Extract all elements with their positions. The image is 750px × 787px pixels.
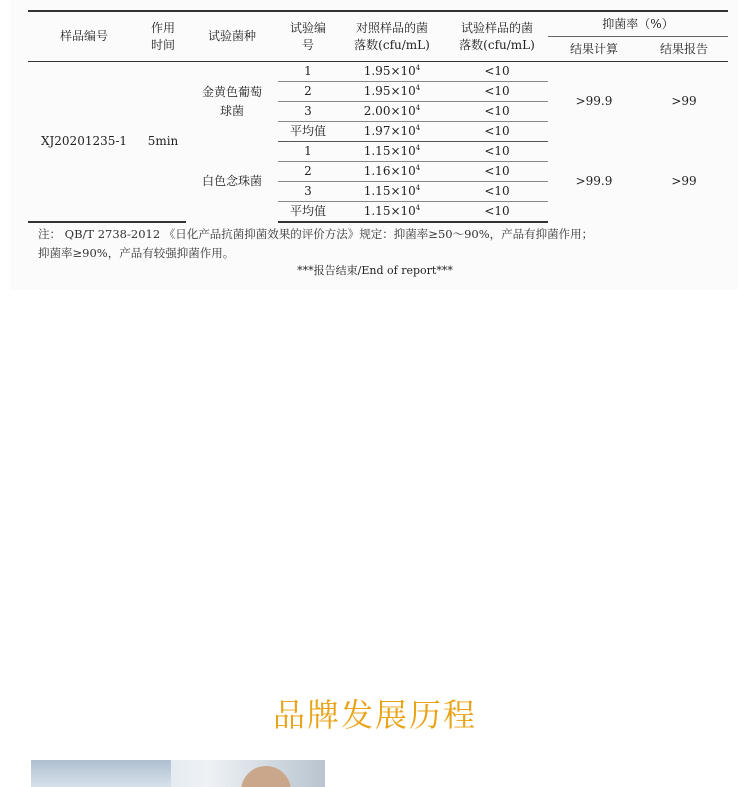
brand-history-title: 品牌发展历程 <box>272 696 477 734</box>
exponent: 4 <box>415 164 421 172</box>
header-test-no: 试验编 号 <box>289 20 326 52</box>
history-photo <box>31 760 325 787</box>
test-count-cell: <10 <box>446 142 548 162</box>
control-count-cell: $1.97\times 10^4$ <box>338 122 446 142</box>
control-count-cell: $2.00\times 10^4$ <box>338 102 446 122</box>
end-of-report: ***报告结束/End of report*** <box>297 264 453 277</box>
person-figure <box>241 766 291 787</box>
test-count-cell: <10 <box>446 182 548 202</box>
table-row <box>28 62 728 82</box>
header-calc: 结果计算 <box>548 37 640 62</box>
rate-report-cell: >99 <box>671 94 697 109</box>
control-count-cell: $1.15\times 10^4$ <box>338 202 446 223</box>
test-report <box>10 0 738 290</box>
antibacterial-results-table <box>28 10 728 223</box>
rate-calc-cell: >99.9 <box>575 94 613 109</box>
header-rate: 抑菌率（%） <box>602 17 674 31</box>
exponent: 4 <box>415 104 421 112</box>
header-action-time: 作用 时间 <box>150 20 175 52</box>
exponent: 4 <box>415 84 421 92</box>
test-count-cell: <10 <box>446 62 548 82</box>
test-count-cell: <10 <box>446 162 548 182</box>
control-count-cell: $1.95\times 10^4$ <box>338 82 446 102</box>
header-sample-no: 样品编号 <box>59 29 108 43</box>
sample-no-cell: XJ20201235-1 <box>28 62 140 223</box>
control-count-cell: $1.15\times 10^4$ <box>338 142 446 162</box>
photo-background <box>31 760 171 787</box>
test-no-cell: 2 <box>278 82 338 102</box>
header-report: 结果报告 <box>640 37 728 62</box>
exponent: 4 <box>415 184 421 192</box>
control-count-cell: $1.16\times 10^4$ <box>338 162 446 182</box>
test-no-cell: 3 <box>278 102 338 122</box>
action-time-cell: 5min <box>140 62 186 223</box>
test-count-cell: <10 <box>446 82 548 102</box>
test-no-cell: 1 <box>278 142 338 162</box>
strain-cell: 金黄色葡萄 球菌 <box>201 84 262 118</box>
test-no-cell: 平均值 <box>278 202 338 223</box>
control-count-cell: $1.95\times 10^4$ <box>338 62 446 82</box>
test-count-cell: <10 <box>446 102 548 122</box>
test-no-cell: 3 <box>278 182 338 202</box>
test-no-cell: 1 <box>278 62 338 82</box>
header-control-count: 对照样品的菌 落数(cfu/mL) <box>354 20 430 52</box>
header-strain: 试验菌种 <box>207 29 256 43</box>
exponent: 4 <box>415 124 421 132</box>
exponent: 4 <box>415 204 421 212</box>
exponent: 4 <box>415 64 421 72</box>
strain-cell: 白色念珠菌 <box>201 174 262 189</box>
test-count-cell: <10 <box>446 122 548 142</box>
rate-report-cell: >99 <box>671 174 697 189</box>
table-header-row <box>28 11 728 37</box>
rate-calc-cell: >99.9 <box>575 174 613 189</box>
report-note: 注： QB/T 2738-2012 《日化产品抗菌抑菌效果的评价方法》规定：抑菌率≥50～90%，产品有抑菌作用； 抑菌率≥90%，产品有较强抑菌作用。 <box>38 227 594 260</box>
test-no-cell: 平均值 <box>278 122 338 142</box>
test-no-cell: 2 <box>278 162 338 182</box>
test-count-cell: <10 <box>446 202 548 223</box>
exponent: 4 <box>415 144 421 152</box>
control-count-cell: $1.15\times 10^4$ <box>338 182 446 202</box>
header-test-count: 试验样品的菌 落数(cfu/mL) <box>459 20 535 52</box>
